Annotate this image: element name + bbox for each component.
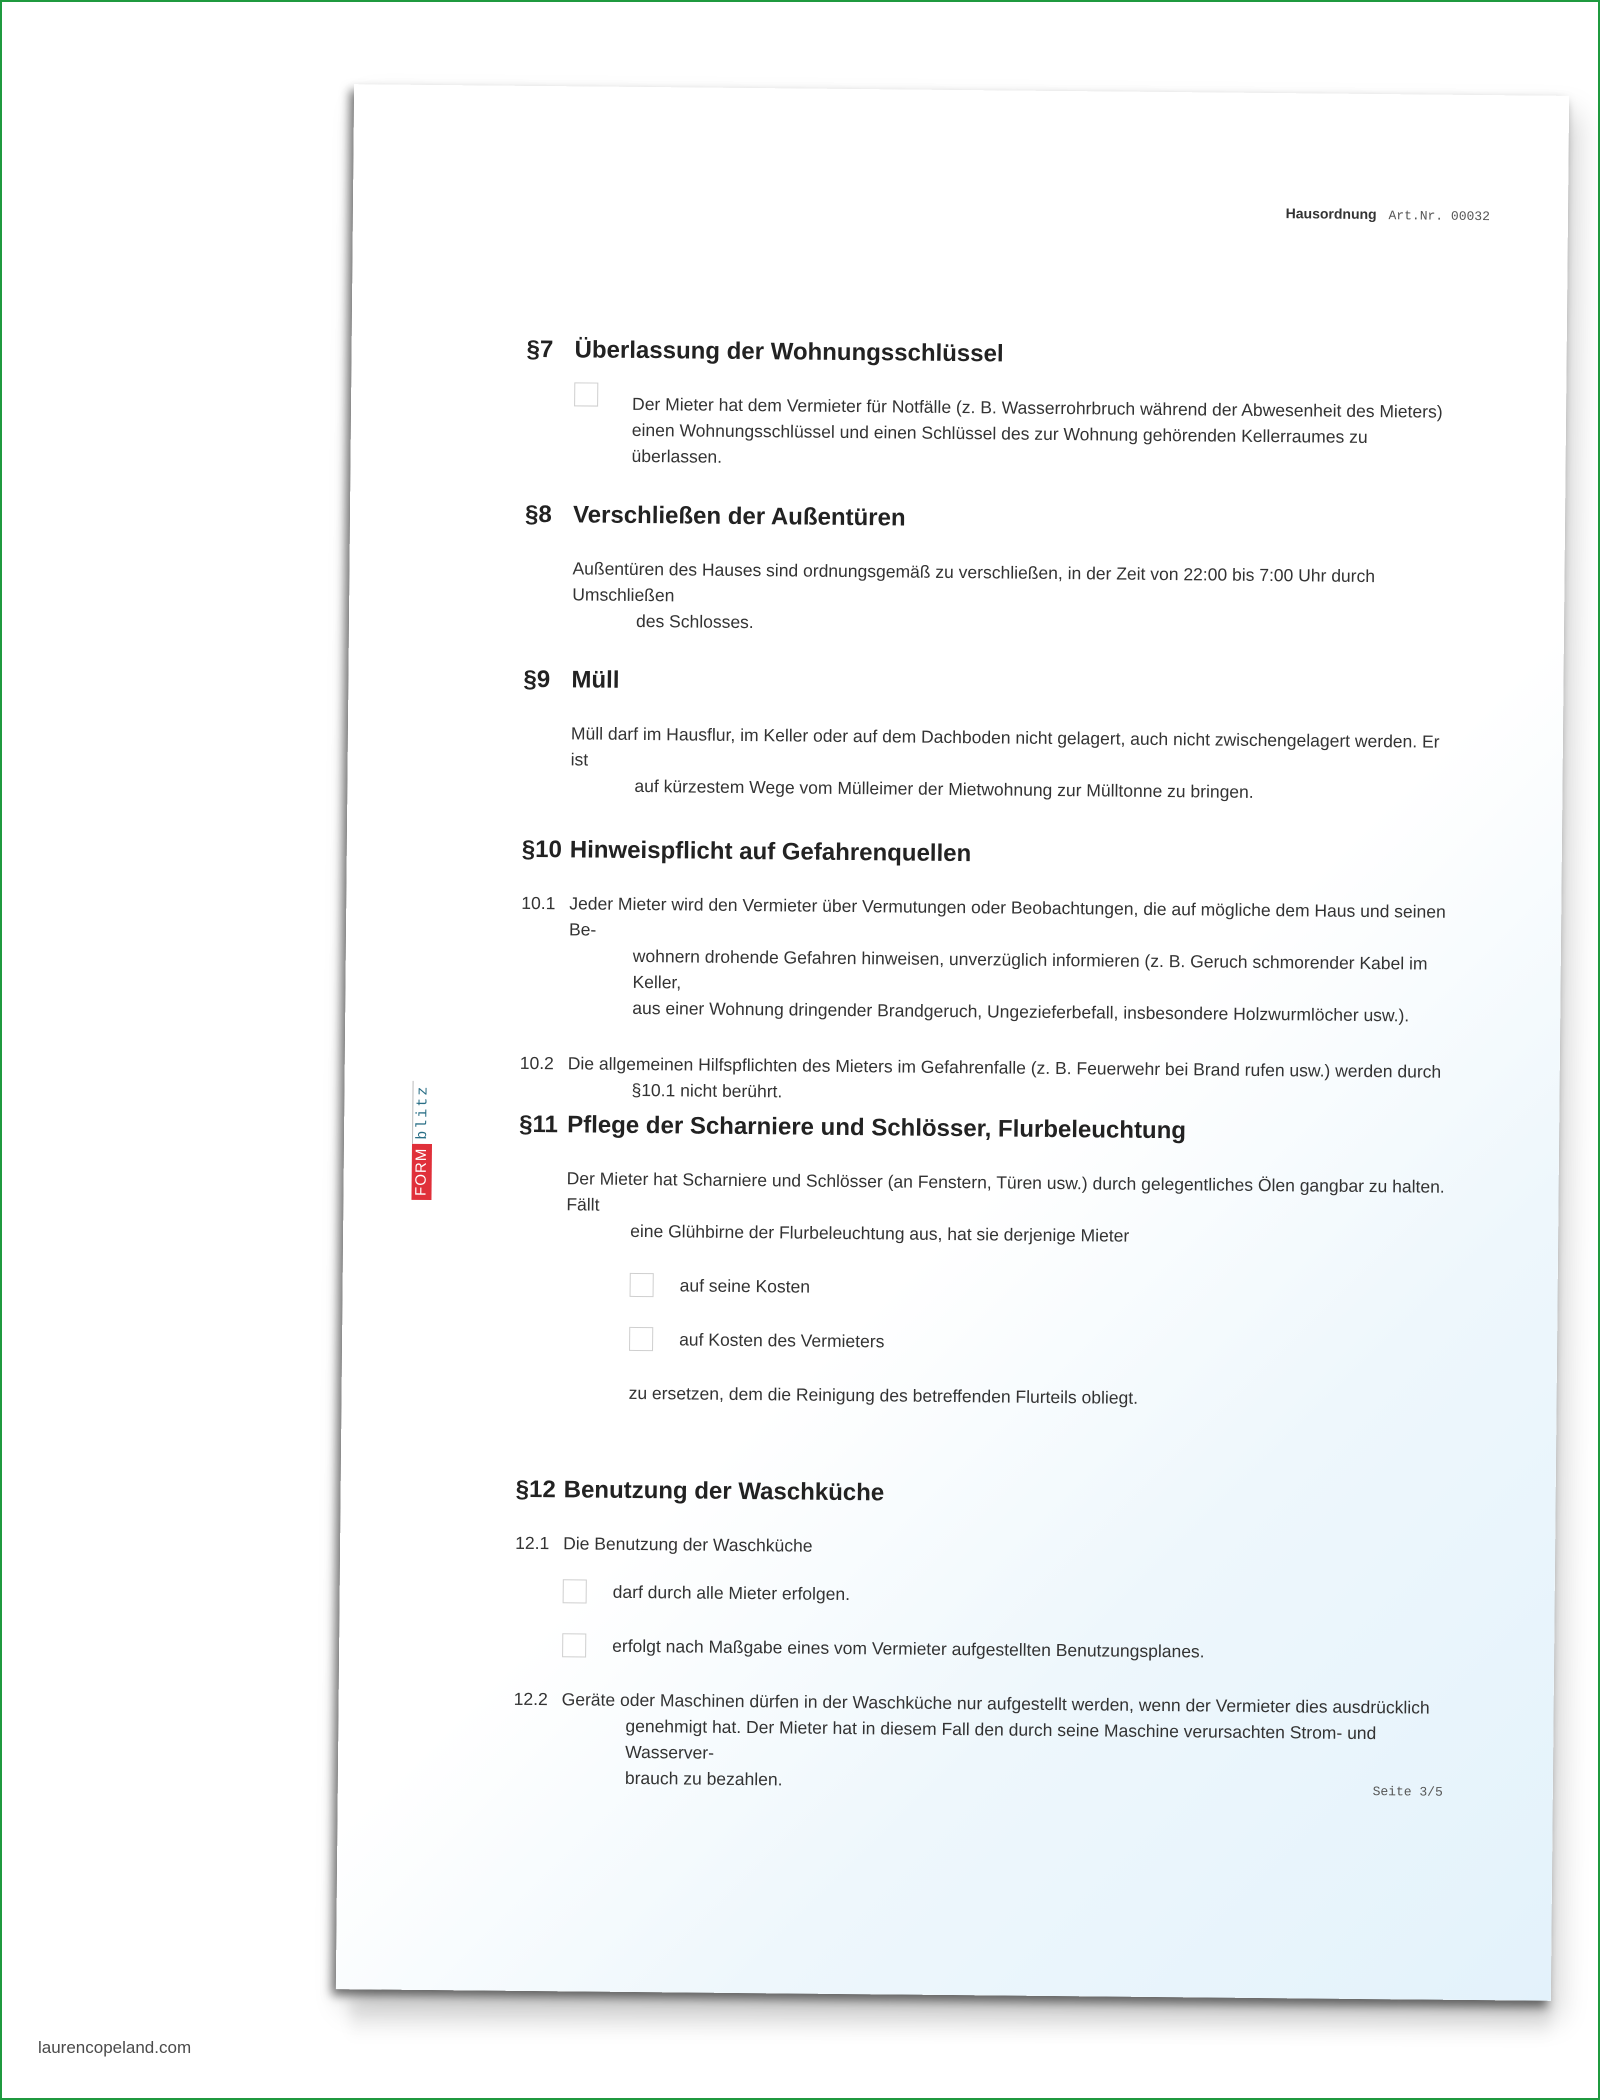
section-11-body — [566, 1165, 1449, 1251]
section-12 — [513, 1476, 1446, 1829]
section-8-body — [572, 555, 1455, 641]
article-number: Art.Nr. 00032 — [1388, 208, 1491, 225]
text-line: Geräte oder Maschinen dürfen in der Waschküche nur aufgestellt werden, wenn der Vermieter dies ausdrücklich — [561, 1689, 1430, 1718]
section-11 — [517, 1111, 1450, 1414]
section-title: Pflege der Scharniere und Schlösser, Flurbeleuchtung — [567, 1111, 1187, 1145]
section-title: Überlassung der Wohnungsschlüssel — [574, 336, 1004, 368]
item-number: 12.1 — [515, 1532, 550, 1554]
text-line: Der Mieter hat dem Vermieter für Notfälle (z. B. Wasserrohrbruch während der Abwesenheit des Mieters) — [632, 393, 1443, 422]
section-number: §12 — [515, 1475, 556, 1504]
option-label: auf Kosten des Vermieters — [679, 1329, 885, 1352]
text-line: Jeder Mieter wird den Vermieter über Vermutungen oder Beobachtungen, die auf mögliche dem Haus und seinen Be- — [568, 893, 1446, 940]
text-line: Die Benutzung der Waschküche — [563, 1533, 813, 1556]
checkbox[interactable] — [562, 1633, 586, 1657]
text-line: Müll darf im Hausflur, im Keller oder auf dem Dachboden nicht gelagert, auch nicht zwischengelagert werden. Er ist — [570, 723, 1440, 770]
option-usage-plan — [562, 1632, 1444, 1666]
text-line: des Schlosses. — [635, 610, 754, 633]
item-number: 10.2 — [519, 1052, 554, 1074]
section-7-body — [573, 390, 1456, 476]
section-title: Benutzung der Waschküche — [563, 1476, 885, 1507]
section-number: §7 — [526, 335, 554, 364]
doc-title: Hausordnung — [1285, 205, 1377, 223]
section-8-heading — [525, 501, 1455, 538]
section-8 — [524, 501, 1455, 642]
logo-form: FORM — [411, 1144, 432, 1200]
text-line: §10.1 nicht berührt. — [631, 1079, 783, 1102]
page-header — [1286, 205, 1490, 224]
page-number: Seite 3/5 — [1372, 1784, 1443, 1800]
item-10-1 — [520, 890, 1451, 1029]
section-10 — [519, 836, 1452, 1141]
text-line: Außentüren des Hauses sind ordnungsgemäß zu verschließen, in der Zeit von 22:00 bis 7:00 Uhr durch Umschließen — [572, 558, 1376, 606]
text-line: zu ersetzen, dem die Reinigung des betreffenden Flurteils obliegt. — [628, 1382, 1139, 1408]
text-line: brauch zu bezahlen. — [624, 1767, 783, 1790]
text-line: wohnern drohende Gefahren hinweisen, unverzüglich informieren (z. B. Geruch schmorender Kabel im Keller, — [632, 945, 1428, 993]
option-own-cost — [630, 1272, 1448, 1306]
section-number: §8 — [524, 500, 552, 529]
item-12-2 — [513, 1686, 1444, 1799]
formblitz-logo — [411, 1081, 432, 1200]
section-11-options — [628, 1272, 1447, 1414]
text-line: einen Wohnungsschlüssel und einen Schlüssel des zur Wohnung gehörenden Kellerraumes zu überlassen. — [631, 419, 1368, 467]
item-number: 10.1 — [521, 892, 556, 914]
item-10-2 — [519, 1050, 1449, 1111]
option-label: erfolgt nach Maßgabe eines vom Vermieter aufgestellten Benutzungsplanes. — [612, 1635, 1205, 1662]
section-title: Hinweispflicht auf Gefahrenquellen — [569, 836, 972, 868]
item-12-1 — [515, 1530, 1445, 1565]
section-9-heading — [523, 666, 1453, 703]
text-line: eine Glühbirne der Flurbeleuchtung aus, hat sie derjenige Mieter — [630, 1220, 1130, 1246]
section-7 — [525, 336, 1456, 477]
page-reflection — [350, 2000, 1550, 2040]
section-number: §9 — [523, 665, 551, 694]
item-number: 12.2 — [513, 1688, 548, 1710]
section-9 — [522, 666, 1453, 807]
option-all-tenants — [563, 1578, 1445, 1612]
section-12-heading — [516, 1476, 1446, 1513]
section-number: §10 — [521, 835, 563, 864]
checkbox[interactable] — [629, 1327, 653, 1351]
checkbox[interactable] — [574, 382, 598, 406]
section-9-body — [570, 720, 1453, 806]
text-line: genehmigt hat. Der Mieter hat in diesem Fall den durch seine Maschine verursachten Strom- und Wasserver- — [625, 1715, 1377, 1763]
text-line: auf kürzestem Wege vom Mülleimer der Mietwohnung zur Mülltonne zu bringen. — [634, 775, 1254, 802]
text-line: Die allgemeinen Hilfspflichten des Mieters im Gefahrenfalle (z. B. Feuerwehr bei Brand rufen usw.) werden durch — [567, 1053, 1442, 1082]
checkbox[interactable] — [630, 1273, 654, 1297]
option-landlord-cost — [629, 1326, 1447, 1360]
option-label: darf durch alle Mieter erfolgen. — [612, 1581, 851, 1605]
section-number: §11 — [519, 1110, 559, 1139]
section-10-heading — [522, 836, 1452, 873]
text-line: Der Mieter hat Scharniere und Schlösser (an Fenstern, Türen usw.) durch gelegentliches Ölen gangbar zu halten. Fällt — [566, 1168, 1445, 1215]
watermark: laurencopeland.com — [38, 2038, 192, 2057]
section-12-options — [562, 1578, 1445, 1666]
section-7-heading — [526, 336, 1456, 373]
section-title: Verschließen der Außentüren — [572, 501, 906, 532]
logo-blitz: blitz — [412, 1081, 433, 1144]
option-label: auf seine Kosten — [679, 1275, 811, 1297]
section-title: Müll — [571, 666, 620, 694]
checkbox[interactable] — [563, 1579, 587, 1603]
text-line: aus einer Wohnung dringender Brandgeruch, Ungezieferbefall, insbesondere Holzwurmlöcher usw.). — [632, 997, 1410, 1026]
document-page — [336, 84, 1569, 2001]
